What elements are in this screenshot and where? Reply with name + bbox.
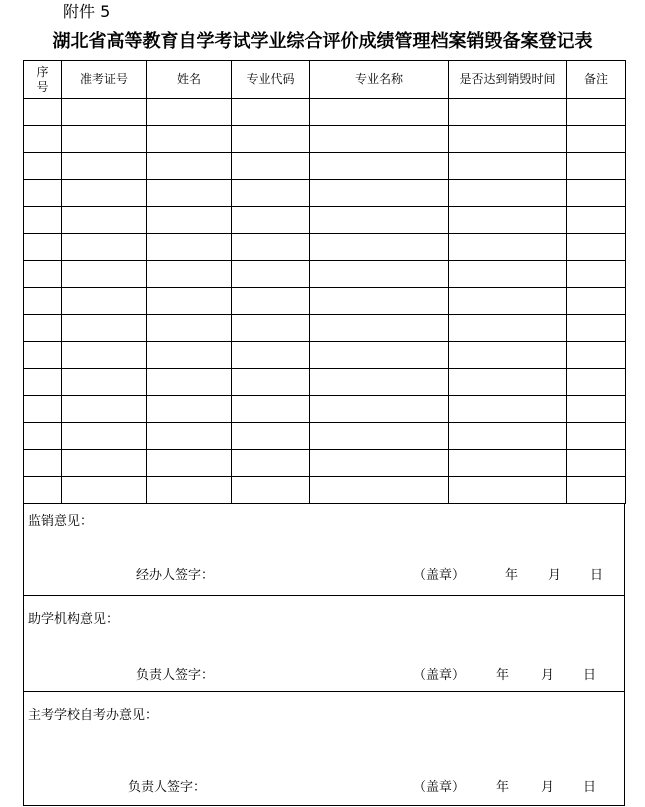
table-row (24, 180, 626, 207)
cell-name[interactable] (147, 153, 232, 180)
cell-major-code[interactable] (232, 315, 310, 342)
cell-admission-no[interactable] (62, 450, 147, 477)
cell-major-code[interactable] (232, 126, 310, 153)
cell-major-name[interactable] (310, 342, 449, 369)
seal-label: （盖章） (413, 568, 466, 583)
cell-major-name[interactable] (310, 99, 449, 126)
cell-remarks[interactable] (567, 180, 626, 207)
cell-admission-no[interactable] (62, 288, 147, 315)
table-row (24, 261, 626, 288)
cell-admission-no[interactable] (62, 207, 147, 234)
cell-admission-no[interactable] (62, 477, 147, 504)
cell-major-code[interactable] (232, 153, 310, 180)
seal-label: （盖章） (413, 780, 466, 795)
cell-admission-no[interactable] (62, 342, 147, 369)
cell-admission-no[interactable] (62, 99, 147, 126)
cell-destroy-time[interactable] (449, 477, 567, 504)
cell-seq[interactable] (24, 180, 62, 207)
cell-remarks[interactable] (567, 369, 626, 396)
cell-seq[interactable] (24, 126, 62, 153)
principal-signature-label: 负责人签字： (136, 668, 215, 683)
cell-admission-no[interactable] (62, 396, 147, 423)
table-row (24, 423, 626, 450)
cell-remarks[interactable] (567, 477, 626, 504)
cell-name[interactable] (147, 288, 232, 315)
cell-major-code[interactable] (232, 450, 310, 477)
table-row (24, 126, 626, 153)
cell-seq[interactable] (24, 423, 62, 450)
cell-name[interactable] (147, 207, 232, 234)
year-label: 年 (505, 568, 519, 583)
cell-remarks[interactable] (567, 315, 626, 342)
column-header-seq-label: 序号 (36, 64, 49, 94)
cell-destroy-time[interactable] (449, 288, 567, 315)
day-label: 日 (583, 780, 597, 795)
handler-signature-label: 经办人签字： (136, 568, 215, 583)
cell-seq[interactable] (24, 315, 62, 342)
cell-major-code[interactable] (232, 261, 310, 288)
day-label: 日 (590, 568, 604, 583)
table-row (24, 153, 626, 180)
cell-name[interactable] (147, 396, 232, 423)
cell-destroy-time[interactable] (449, 126, 567, 153)
cell-destroy-time[interactable] (449, 369, 567, 396)
principal-signature-label: 负责人签字： (128, 780, 207, 795)
cell-seq[interactable] (24, 396, 62, 423)
column-header-name: 姓名 (147, 61, 232, 99)
cell-major-code[interactable] (232, 369, 310, 396)
cell-major-name[interactable] (310, 369, 449, 396)
cell-name[interactable] (147, 369, 232, 396)
table-row (24, 477, 626, 504)
cell-name[interactable] (147, 315, 232, 342)
table-header-row (24, 61, 626, 99)
cell-name[interactable] (147, 423, 232, 450)
cell-major-name[interactable] (310, 288, 449, 315)
table-row (24, 342, 626, 369)
cell-remarks[interactable] (567, 288, 626, 315)
cell-remarks[interactable] (567, 153, 626, 180)
column-header-major-code: 专业代码 (232, 61, 310, 99)
year-label: 年 (496, 780, 510, 795)
cell-remarks[interactable] (567, 450, 626, 477)
table-row (24, 288, 626, 315)
month-label: 月 (541, 668, 555, 683)
cell-seq[interactable] (24, 261, 62, 288)
attachment-label: 附件 5 (63, 2, 111, 21)
table-row (24, 369, 626, 396)
cell-seq[interactable] (24, 342, 62, 369)
cell-remarks[interactable] (567, 234, 626, 261)
register-table (23, 60, 626, 504)
cell-major-code[interactable] (232, 423, 310, 450)
column-header-major-name: 专业名称 (310, 61, 449, 99)
cell-admission-no[interactable] (62, 261, 147, 288)
table-row (24, 315, 626, 342)
cell-destroy-time[interactable] (449, 342, 567, 369)
cell-major-code[interactable] (232, 207, 310, 234)
cell-major-code[interactable] (232, 477, 310, 504)
cell-major-code[interactable] (232, 99, 310, 126)
month-label: 月 (548, 568, 562, 583)
cell-admission-no[interactable] (62, 180, 147, 207)
cell-destroy-time[interactable] (449, 450, 567, 477)
cell-destroy-time[interactable] (449, 153, 567, 180)
cell-major-name[interactable] (310, 207, 449, 234)
cell-remarks[interactable] (567, 99, 626, 126)
year-label: 年 (496, 668, 510, 683)
cell-seq[interactable] (24, 99, 62, 126)
cell-name[interactable] (147, 126, 232, 153)
training-institution-opinion-label: 助学机构意见： (28, 612, 120, 627)
cell-name[interactable] (147, 342, 232, 369)
cell-name[interactable] (147, 261, 232, 288)
cell-major-name[interactable] (310, 126, 449, 153)
supervision-opinion-label: 监销意见： (28, 514, 94, 529)
cell-destroy-time[interactable] (449, 423, 567, 450)
cell-destroy-time[interactable] (449, 315, 567, 342)
column-header-admission-no: 准考证号 (62, 61, 147, 99)
cell-seq[interactable] (24, 234, 62, 261)
table-row (24, 207, 626, 234)
cell-major-name[interactable] (310, 396, 449, 423)
supervision-opinion-block (24, 503, 624, 595)
cell-seq[interactable] (24, 450, 62, 477)
cell-destroy-time[interactable] (449, 180, 567, 207)
cell-destroy-time[interactable] (449, 396, 567, 423)
cell-destroy-time[interactable] (449, 234, 567, 261)
cell-admission-no[interactable] (62, 369, 147, 396)
cell-destroy-time[interactable] (449, 99, 567, 126)
opinions-section (23, 503, 625, 806)
table-row (24, 396, 626, 423)
column-header-destroy-time: 是否达到销毁时间 (449, 61, 567, 99)
month-label: 月 (541, 780, 555, 795)
table-row (24, 234, 626, 261)
cell-major-code[interactable] (232, 234, 310, 261)
cell-remarks[interactable] (567, 396, 626, 423)
cell-seq[interactable] (24, 288, 62, 315)
cell-name[interactable] (147, 234, 232, 261)
column-header-remarks: 备注 (567, 61, 626, 99)
table-body (24, 99, 626, 504)
cell-major-name[interactable] (310, 477, 449, 504)
cell-admission-no[interactable] (62, 153, 147, 180)
cell-remarks[interactable] (567, 261, 626, 288)
page-title: 湖北省高等教育自学考试学业综合评价成绩管理档案销毁备案登记表 (52, 31, 593, 52)
cell-name[interactable] (147, 477, 232, 504)
cell-major-name[interactable] (310, 180, 449, 207)
cell-major-code[interactable] (232, 288, 310, 315)
cell-major-name[interactable] (310, 234, 449, 261)
cell-remarks[interactable] (567, 423, 626, 450)
cell-admission-no[interactable] (62, 234, 147, 261)
cell-major-name[interactable] (310, 450, 449, 477)
exam-school-opinion-block (24, 691, 624, 805)
cell-name[interactable] (147, 180, 232, 207)
cell-remarks[interactable] (567, 342, 626, 369)
seal-label: （盖章） (413, 668, 466, 683)
training-institution-opinion-block (24, 595, 624, 691)
cell-seq[interactable] (24, 477, 62, 504)
exam-school-opinion-label: 主考学校自考办意见： (28, 708, 159, 723)
cell-destroy-time[interactable] (449, 261, 567, 288)
cell-major-name[interactable] (310, 153, 449, 180)
day-label: 日 (583, 668, 597, 683)
cell-admission-no[interactable] (62, 315, 147, 342)
table-row (24, 450, 626, 477)
cell-remarks[interactable] (567, 207, 626, 234)
cell-major-name[interactable] (310, 315, 449, 342)
cell-name[interactable] (147, 99, 232, 126)
cell-admission-no[interactable] (62, 423, 147, 450)
cell-seq[interactable] (24, 153, 62, 180)
cell-remarks[interactable] (567, 126, 626, 153)
cell-destroy-time[interactable] (449, 207, 567, 234)
column-header-seq (24, 61, 62, 99)
cell-major-code[interactable] (232, 342, 310, 369)
cell-name[interactable] (147, 450, 232, 477)
cell-major-name[interactable] (310, 261, 449, 288)
cell-major-code[interactable] (232, 180, 310, 207)
cell-seq[interactable] (24, 369, 62, 396)
cell-admission-no[interactable] (62, 126, 147, 153)
cell-major-code[interactable] (232, 396, 310, 423)
table-row (24, 99, 626, 126)
cell-major-name[interactable] (310, 423, 449, 450)
cell-seq[interactable] (24, 207, 62, 234)
